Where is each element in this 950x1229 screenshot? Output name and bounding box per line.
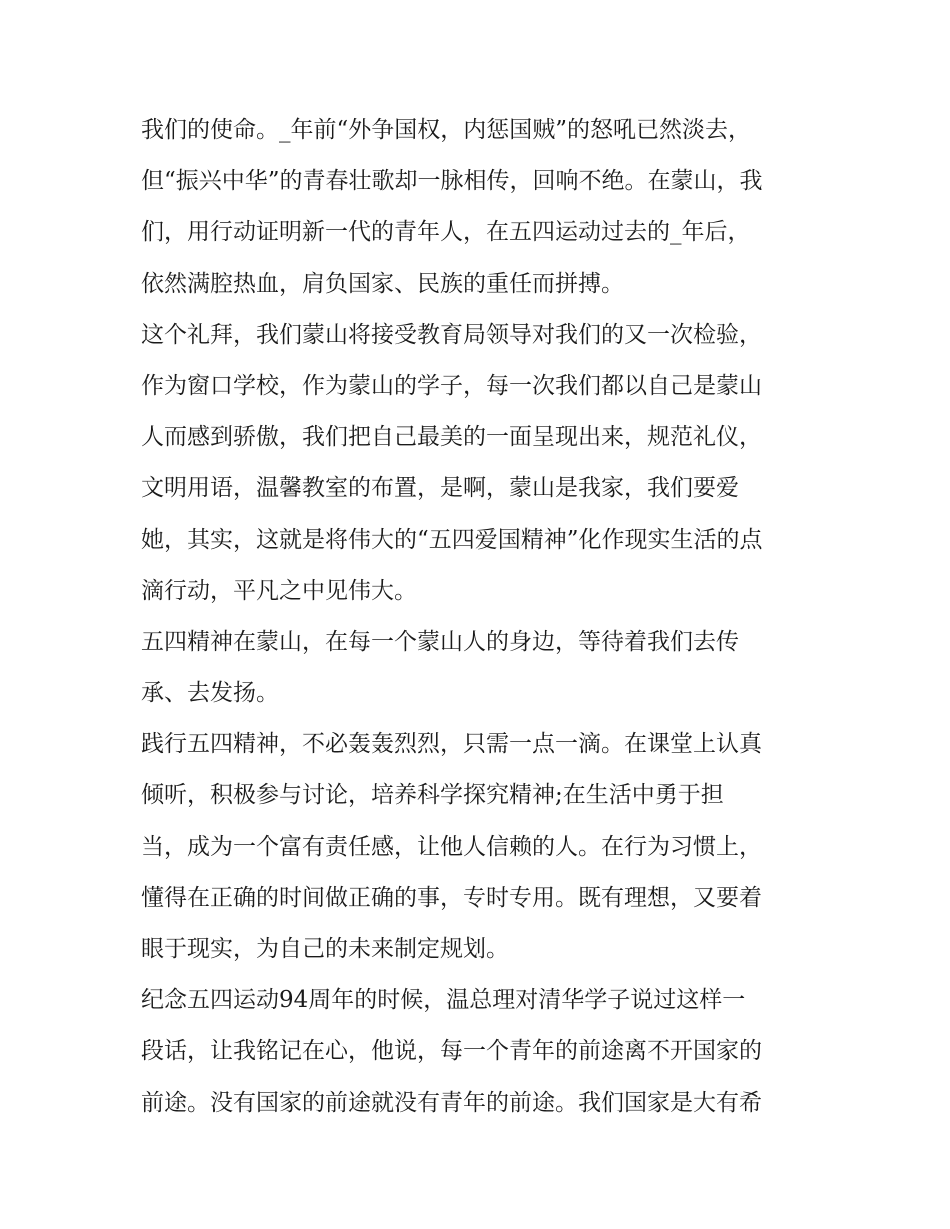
- text-line: 懂得在正确的时间做正确的事，专时专用。既有理想，又要着: [141, 884, 762, 911]
- text-line: 们，用行动证明新一代的青年人，在五四运动过去的_年后，: [141, 219, 751, 246]
- text-line: 但“振兴中华”的青春壮歌却一脉相传，回响不绝。在蒙山，我: [141, 168, 763, 195]
- text-line: 我们的使命。_年前“外争国权，内惩国贼”的怒吼已然淡去，: [141, 117, 752, 143]
- text-line: 眼于现实，为自己的未来制定规划。: [141, 936, 509, 962]
- text-line: 依然满腔热血，肩负国家、民族的重任而拼搏。: [141, 270, 624, 297]
- text-line: 前途。没有国家的前途就没有青年的前途。我们国家是大有希: [141, 1089, 762, 1116]
- text-line: 段话，让我铭记在心，他说，每一个青年的前途离不开国家的: [141, 1038, 762, 1065]
- text-line: 倾听，积极参与讨论，培养科学探究精神;在生活中勇于担: [141, 782, 724, 809]
- text-line: 人而感到骄傲，我们把自己最美的一面呈现出来，规范礼仪，: [141, 424, 762, 451]
- text-line: 践行五四精神，不必轰轰烈烈，只需一点一滴。在课堂上认真: [141, 731, 762, 758]
- text-line: 她，其实，这就是将伟大的“五四爱国精神”化作现实生活的点: [141, 526, 763, 553]
- text-line: 纪念五四运动94周年的时候，温总理对清华学子说过这样一: [141, 987, 746, 1014]
- text-line: 五四精神在蒙山，在每一个蒙山人的身边，等待着我们去传: [141, 628, 739, 655]
- text-line: 文明用语，温馨教室的布置，是啊，蒙山是我家，我们要爱: [141, 475, 739, 502]
- text-line: 作为窗口学校，作为蒙山的学子，每一次我们都以自己是蒙山: [141, 372, 762, 399]
- text-line: 滴行动，平凡之中见伟大。: [141, 577, 417, 604]
- text-line: 这个礼拜，我们蒙山将接受教育局领导对我们的又一次检验，: [141, 321, 762, 348]
- body-text: [141, 105, 821, 1129]
- text-line: 当，成为一个富有责任感，让他人信赖的人。在行为习惯上，: [141, 833, 762, 860]
- text-line: 承、去发扬。: [141, 680, 279, 707]
